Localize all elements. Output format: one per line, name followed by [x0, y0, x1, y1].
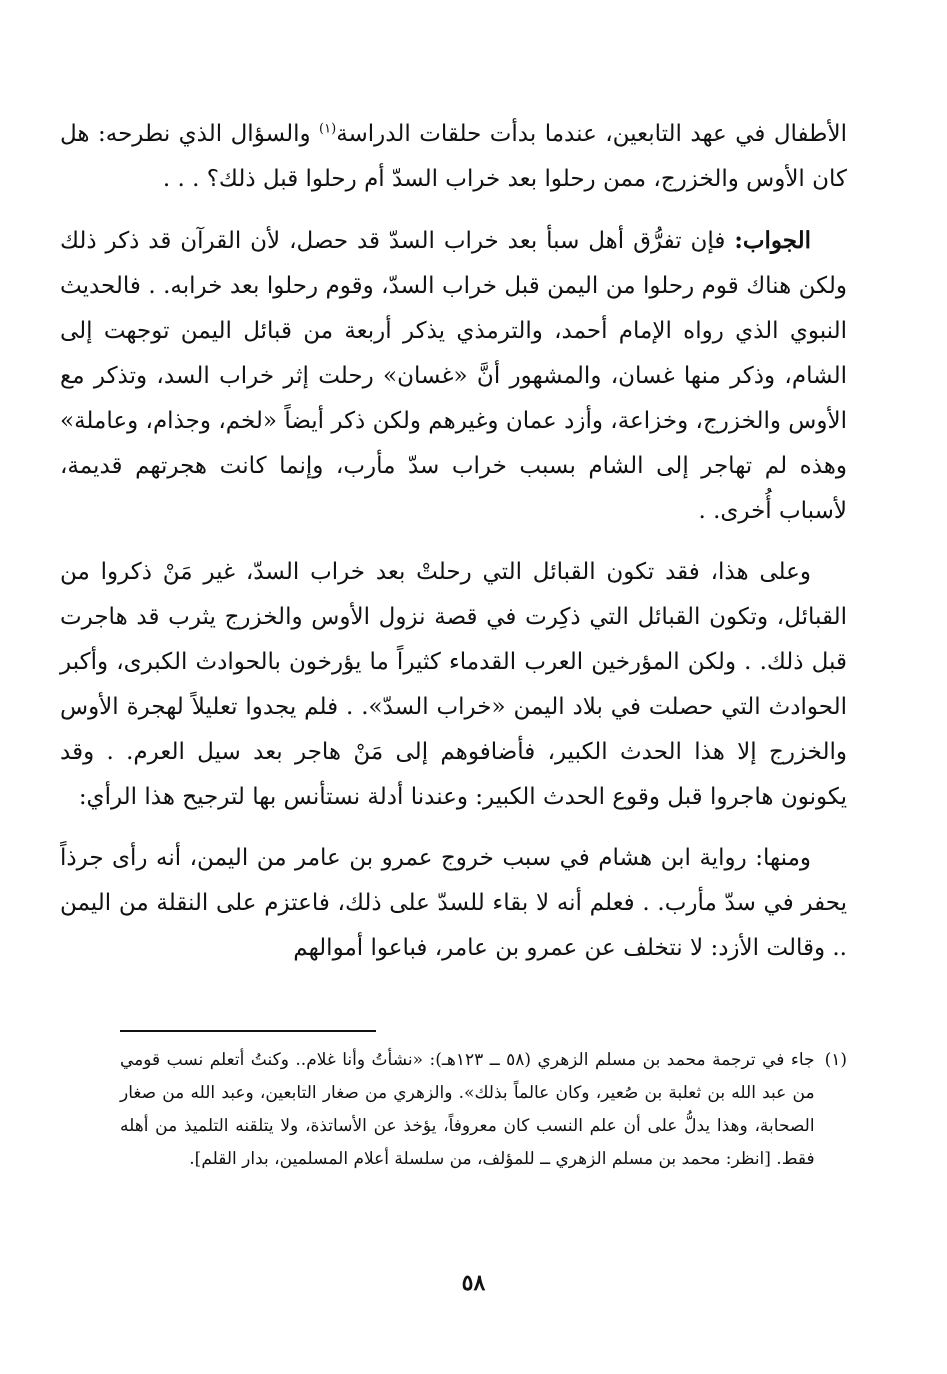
footnote-text: جاء في ترجمة محمد بن مسلم الزهري (٥٨ ــ ١٢٣هـ): «نشأتُ وأنا غلام.. وكنتُ أتعلم نسب قومي من عبد الله بن ثعلبة بن صُعير، وكان عالماً بذلك». والزهري من صغار التابعين، وعبد الله من صغار الصحابة، وهذا يدلُّ على أن علم النسب كان معروفاً، يؤخذ عن الأساتذة، ولا يتلقنه التلميذ من أهله فقط. [انظر: محمد بن مسلم الزهري ــ للمؤلف، من سلسلة أعلام المسلمين، بدار القلم]. — [120, 1050, 815, 1169]
footnote-reference[interactable]: (١) — [319, 121, 337, 137]
answer-label: الجواب: — [734, 227, 811, 254]
paragraph-question-text-a: الأطفال في عهد التابعين، عندما بدأت حلقات الدراسة — [336, 121, 847, 147]
paragraph-question-text-b: والسؤال الذي نطرحه: هل كان الأوس والخزرج، ممن رحلوا بعد خراب السدّ أم رحلوا قبل ذلك؟ . . . — [60, 121, 847, 192]
page-number: ٥٨ — [461, 1270, 486, 1296]
page-body — [60, 112, 847, 987]
footnote-item — [120, 1044, 847, 1176]
paragraph-question — [60, 112, 847, 202]
footnote-number: (١) — [824, 1050, 847, 1070]
paragraph-answer — [60, 218, 847, 534]
footnote-divider — [120, 1030, 376, 1032]
paragraph-evidence-text: ومنها: رواية ابن هشام في سبب خروج عمرو بن عامر من اليمن، أنه رأى جرذاً يحفر في سدّ مأرب. . فعلم أنه لا بقاء للسدّ على ذلك، فاعتزم على النقلة من اليمن .. وقالت الأزد: لا نتخلف عن عمرو بن عامر، فباعوا أموالهم — [60, 845, 847, 961]
paragraph-answer-text: فإن تفرُّق أهل سبأ بعد خراب السدّ قد حصل، لأن القرآن قد ذكر ذلك ولكن هناك قوم رحلوا من اليمن قبل خراب السدّ، وقوم رحلوا بعد خرابه. . فالحديث النبوي الذي رواه الإمام أحمد، والترمذي يذكر أربعة من قبائل اليمن توجهت إلى الشام، وذكر منها غسان، والمشهور أنَّ «غسان» رحلت إثر خراب السد، وتذكر مع الأوس والخزرج، وخزاعة، وأزد عمان وغيرهم ولكن ذكر أيضاً «لخم، وجذام، وعاملة» وهذه لم تهاجر إلى الشام بسبب خراب سدّ مأرب، وإنما كانت هجرتهم قديمة، لأسباب أُخرى. . — [60, 228, 847, 524]
paragraph-discussion — [60, 550, 847, 820]
footnotes-section — [120, 1044, 847, 1176]
paragraph-discussion-text: وعلى هذا، فقد تكون القبائل التي رحلتْ بعد خراب السدّ، غير مَنْ ذكروا من القبائل، وتكون القبائل التي ذكِرت في قصة نزول الأوس والخزرج يثرب قد هاجرت قبل ذلك. . ولكن المؤرخين العرب القدماء كثيراً ما يؤرخون بالحوادث الكبرى، وأكبر الحوادث التي حصلت في بلاد اليمن «خراب السدّ». . فلم يجدوا تعليلاً لهجرة الأوس والخزرج إلا هذا الحدث الكبير، فأضافوهم إلى مَنْ هاجر بعد سيل العرم. . وقد يكونون هاجروا قبل وقوع الحدث الكبير: وعندنا أدلة نستأنس بها لترجيح هذا الرأي: — [60, 559, 847, 810]
paragraph-evidence — [60, 836, 847, 971]
